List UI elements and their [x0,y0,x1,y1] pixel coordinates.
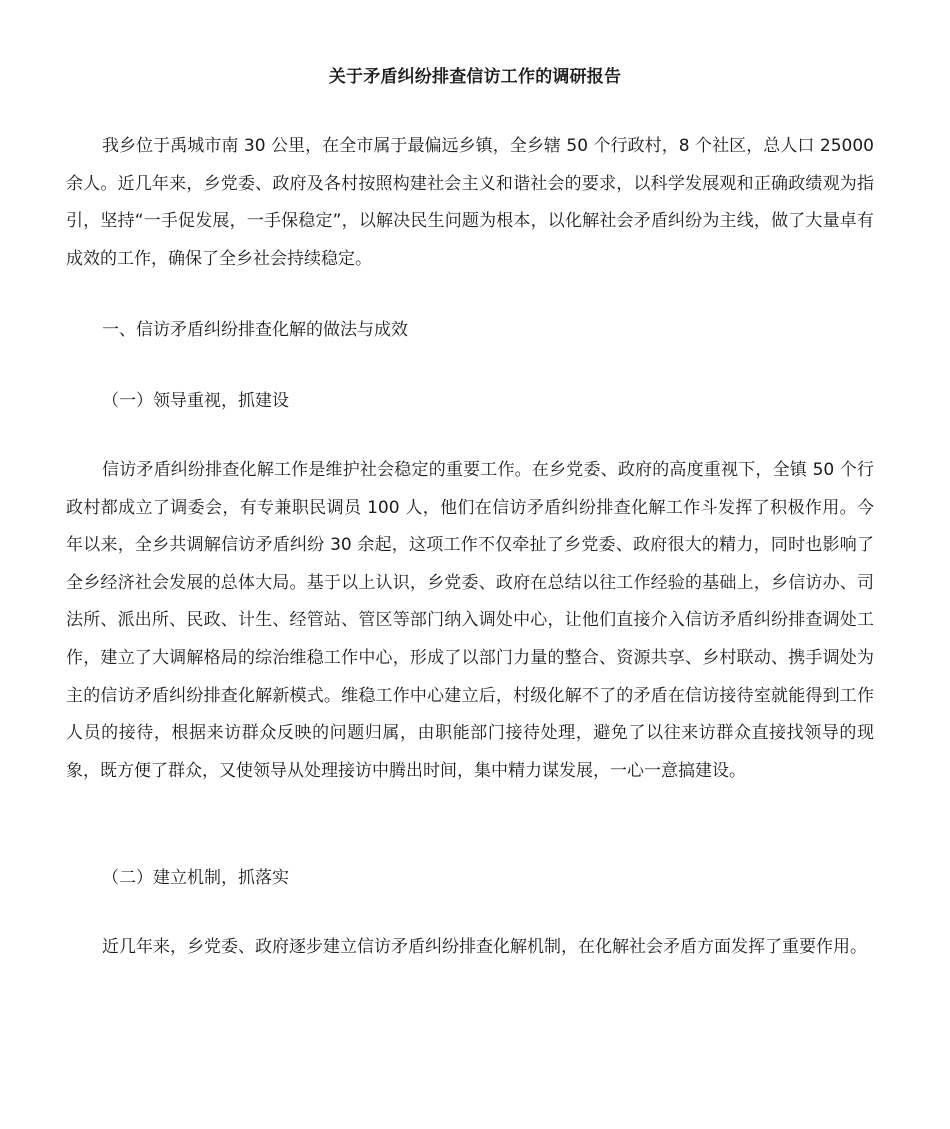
intro-paragraph: 我乡位于禹城市南 30 公里，在全市属于最偏远乡镇，全乡辖 50 个行政村，8 个社区，总人口 25000 余人。近几年来，乡党委、政府及各村按照构建社会主义和谐社会的要求，以科学发展观和正确政绩观为指引，坚持“一手促发展，一手保稳定”，以解决民生问题为根本，以化解社会矛盾纠纷为主线，做了大量卓有成效的工作，确保了全乡社会持续稳定。 [66,136,874,269]
body-paragraph-1: 信访矛盾纠纷排查化解工作是维护社会稳定的重要工作。在乡党委、政府的高度重视下，全镇 50 个行政村都成立了调委会，有专兼职民调员 100 人，他们在信访矛盾纠纷排查化解工作斗发挥了积极作用。今年以来，全乡共调解信访矛盾纠纷 30 余起，这项工作不仅牵扯了乡党委、政府很大的精力，同时也影响了全乡经济社会发展的总体大局。基于以上认识，乡党委、政府在总结以往工作经验的基础上，乡信访办、司法所、派出所、民政、计生、经管站、管区等部门纳入调处中心，让他们直接介入信访矛盾纠纷排查调处工作，建立了大调解格局的综治维稳工作中心，形成了以部门力量的整合、资源共享、乡村联动、携手调处为主的信访矛盾纠纷排查化解新模式。维稳工作中心建立后，村级化解不了的矛盾在信访接待室就能得到工作人员的接待，根据来访群众反映的问题归属，由职能部门接待处理，避免了以往来访群众直接找领导的现象，既方便了群众，又使领导从处理接访中腾出时间，集中精力谋发展，一心一意搞建设。 [66,460,874,781]
subsection-heading-1: （一）领导重视，抓建设 [102,391,289,411]
subsection-heading-2: （二）建立机制，抓落实 [102,868,289,888]
section-heading-1: 一、信访矛盾纠纷排查化解的做法与成效 [102,320,408,340]
document-title: 关于矛盾纠纷排查信访工作的调研报告 [328,67,622,87]
body-paragraph-2: 近几年来，乡党委、政府逐步建立信访矛盾纠纷排查化解机制，在化解社会矛盾方面发挥了重要作用。 [102,937,867,957]
